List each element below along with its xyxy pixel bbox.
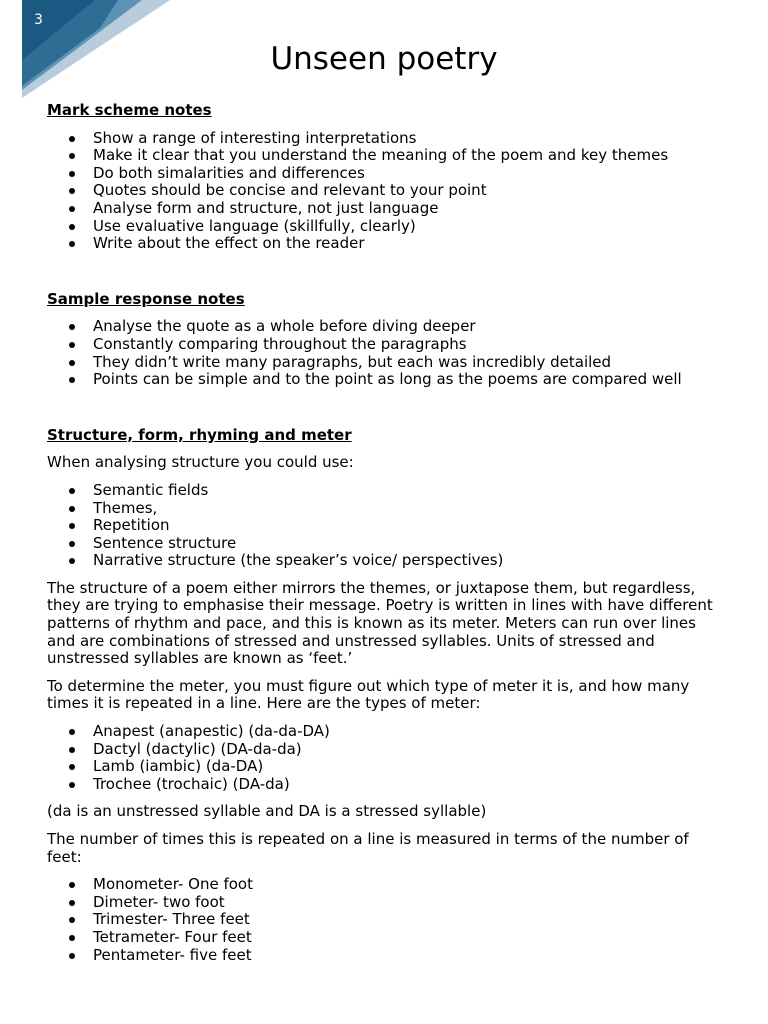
list-item: Analyse the quote as a whole before diving deeper (47, 318, 727, 336)
feet-paragraph: The number of times this is repeated on a line is measured in terms of the number of feet: (47, 830, 689, 866)
list-item: Make it clear that you understand the meaning of the poem and key themes (47, 147, 727, 165)
structure-list (47, 482, 727, 570)
list-item: Tetrameter- Four feet (47, 929, 727, 947)
list-item: Quotes should be concise and relevant to your point (47, 182, 727, 200)
stress-note: (da is an unstressed syllable and DA is a stressed syllable) (47, 802, 487, 821)
list-item: Trochee (trochaic) (DA-da) (47, 776, 727, 794)
list-item: Show a range of interesting interpretations (47, 130, 727, 148)
list-item: They didn’t write many paragraphs, but each was incredibly detailed (47, 354, 727, 372)
page-number: 3 (34, 12, 43, 28)
structure-heading: Structure, form, rhyming and meter (47, 425, 352, 444)
list-item: Do both simalarities and differences (47, 165, 727, 183)
list-item: Themes, (47, 500, 727, 518)
list-item: Semantic fields (47, 482, 727, 500)
mark-scheme-heading: Mark scheme notes (47, 101, 212, 119)
sample-response-heading: Sample response notes (47, 289, 245, 308)
meter-paragraph: To determine the meter, you must figure out which type of meter it is, and how many times it is repeated in a line. Here are the types of meter: (47, 676, 690, 713)
list-item: Dimeter- two foot (47, 894, 727, 912)
sample-response-list (47, 318, 727, 388)
document-body (47, 100, 727, 964)
page-title: Unseen poetry (270, 41, 498, 77)
list-item: Write about the effect on the reader (47, 235, 727, 253)
list-item: Points can be simple and to the point as long as the poems are compared well (47, 371, 727, 389)
list-item: Dactyl (dactylic) (DA-da-da) (47, 741, 727, 759)
meter-types-list (47, 723, 727, 793)
list-item: Constantly comparing throughout the paragraphs (47, 336, 727, 354)
list-item: Lamb (iambic) (da-DA) (47, 758, 727, 776)
feet-list (47, 876, 727, 964)
list-item: Use evaluative language (skillfully, clearly) (47, 218, 727, 236)
list-item: Narrative structure (the speaker’s voice/ perspectives) (47, 552, 727, 570)
list-item: Pentameter- five feet (47, 947, 727, 965)
list-item: Anapest (anapestic) (da-da-DA) (47, 723, 727, 741)
mark-scheme-list (47, 130, 727, 253)
list-item: Repetition (47, 517, 727, 535)
list-item: Monometer- One foot (47, 876, 727, 894)
structure-paragraph: The structure of a poem either mirrors the themes, or juxtapose them, but regardless, they are trying to emphasise their message. Poetry is written in lines with have different patterns of rhythm and pace, and this is known as its meter. Meters can run over lines and are combinations of stressed and unstressed syllables. Units of stressed and unstressed syllables are known as ‘feet.’ (47, 578, 713, 668)
list-item: Sentence structure (47, 535, 727, 553)
structure-intro: When analysing structure you could use: (47, 453, 354, 472)
list-item: Analyse form and structure, not just language (47, 200, 727, 218)
list-item: Trimester- Three feet (47, 911, 727, 929)
